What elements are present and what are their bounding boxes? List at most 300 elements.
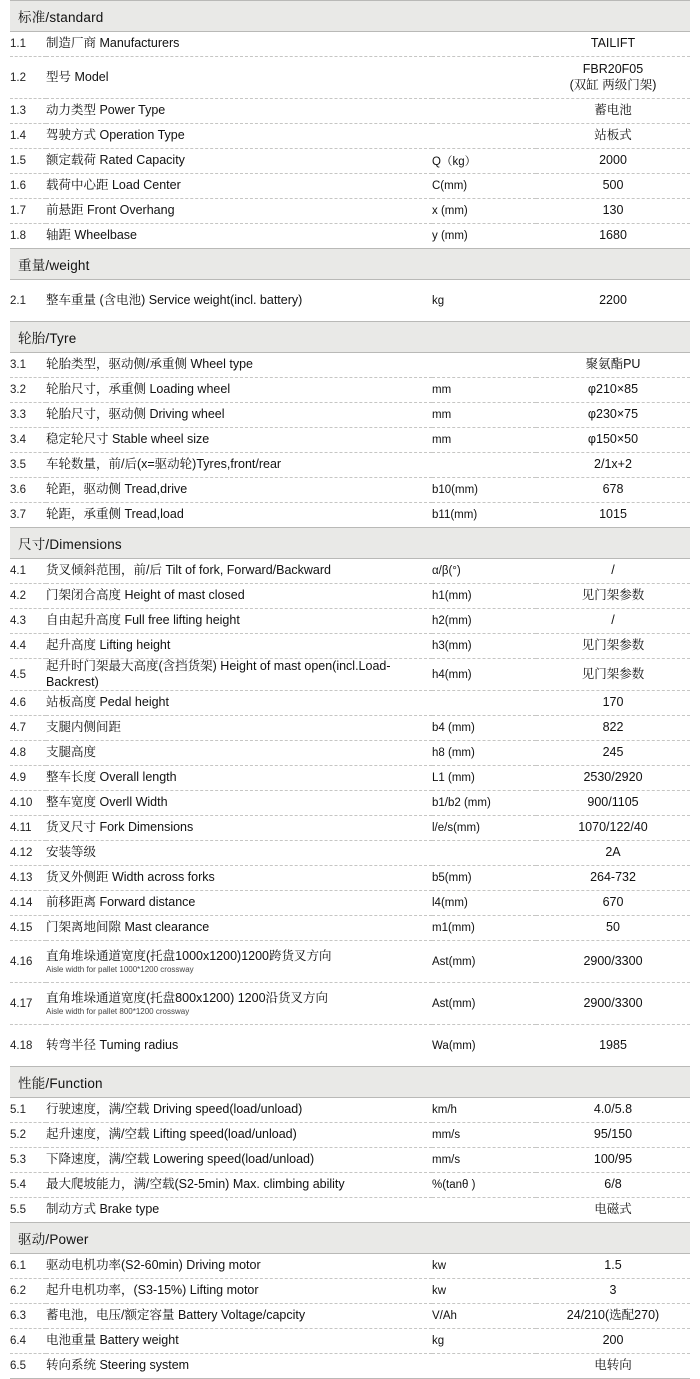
row-value [536,378,690,403]
row-unit: b1/b2 (mm) [432,791,536,816]
row-label-text: 转向系统 Steering system [46,1358,190,1373]
table-row [10,124,690,149]
row-value [536,149,690,174]
row-value-text: 900/1105 [587,795,639,810]
row-unit [432,1198,536,1223]
row-label-text: 动力类型 Power Type [46,103,166,118]
row-value [536,453,690,478]
row-value-text: 245 [602,745,624,760]
row-label-text: 自由起升高度 Full free lifting height [46,613,240,628]
table-row [10,559,690,584]
row-value-text: 170 [602,695,624,710]
table-row [10,1123,690,1148]
row-unit [432,691,536,716]
row-label [46,1173,432,1198]
table-row [10,1148,690,1173]
row-label-text: 货叉尺寸 Fork Dimensions [46,820,194,835]
table-row [10,1254,690,1279]
row-unit: kw [432,1279,536,1304]
row-unit: b4 (mm) [432,716,536,741]
section-title: 重量/weight [10,249,690,280]
row-label [46,149,432,174]
section-title: 尺寸/Dimensions [10,528,690,559]
row-value-text: 见门架参数 [581,666,645,681]
table-row [10,428,690,453]
row-value [536,57,690,99]
row-unit [432,57,536,99]
table-row [10,741,690,766]
row-number: 1.7 [10,199,46,224]
row-value-text: 50 [606,920,620,935]
table-row [10,57,690,99]
row-value-text: 4.0/5.8 [593,1102,633,1117]
row-label [46,841,432,866]
row-label-text: 起升高度 Lifting height [46,638,171,653]
row-label-text: 稳定轮尺寸 Stable wheel size [46,432,210,447]
row-label [46,1148,432,1173]
table-row [10,691,690,716]
row-label-text: 载荷中心距 Load Center [46,178,181,193]
row-value-text: 2900/3300 [583,953,643,968]
row-value [536,1254,690,1279]
row-value [536,891,690,916]
row-label [46,891,432,916]
row-number: 3.6 [10,478,46,503]
table-row [10,891,690,916]
row-value [536,199,690,224]
table-row [10,174,690,199]
table-row [10,378,690,403]
row-label [46,1098,432,1123]
row-label-text: 货叉倾斜范围，前/后 Tilt of fork, Forward/Backward [46,563,331,578]
table-row [10,916,690,941]
section-header [10,1067,690,1098]
row-value-text: 1015 [599,507,627,522]
row-label-text: 车轮数量，前/后(x=驱动轮)Tyres,front/rear [46,457,282,472]
row-value [536,478,690,503]
row-value [536,403,690,428]
row-label-text: 轮胎尺寸，驱动侧 Driving wheel [46,407,225,422]
row-value [536,1304,690,1329]
row-value [536,353,690,378]
row-value-text: 2/1x+2 [594,457,632,472]
row-value-text: 95/150 [593,1127,633,1142]
row-number: 5.2 [10,1123,46,1148]
row-value [536,280,690,322]
row-unit: h3(mm) [432,634,536,659]
table-row [10,716,690,741]
row-unit [432,353,536,378]
row-label [46,32,432,57]
row-number: 4.2 [10,584,46,609]
row-unit: y (mm) [432,224,536,249]
row-unit: b10(mm) [432,478,536,503]
row-value-text: TAILIFT [590,36,636,51]
row-number: 4.12 [10,841,46,866]
row-number: 1.4 [10,124,46,149]
row-unit: mm/s [432,1123,536,1148]
table-row [10,280,690,322]
row-value [536,866,690,891]
row-value [536,691,690,716]
row-label [46,57,432,99]
row-unit: l/e/s(mm) [432,816,536,841]
row-number: 4.16 [10,941,46,983]
section-header [10,249,690,280]
row-number: 4.17 [10,983,46,1025]
row-label-text: 电池重量 Battery weight [46,1333,179,1348]
row-unit: mm [432,378,536,403]
row-label [46,766,432,791]
row-number: 4.15 [10,916,46,941]
row-value [536,916,690,941]
row-unit [432,32,536,57]
row-unit [432,99,536,124]
row-value-text: 蓄电池 [594,103,632,118]
row-unit [432,124,536,149]
row-label [46,716,432,741]
row-label-text: 下降速度，满/空载 Lowering speed(load/unload) [46,1152,315,1167]
row-unit: mm/s [432,1148,536,1173]
row-label [46,741,432,766]
row-label-text: 直角堆垛通道宽度(托盘1000x1200)1200跨货叉方向 [46,948,332,963]
row-value [536,1354,690,1379]
row-label [46,559,432,584]
row-unit: x (mm) [432,199,536,224]
table-row [10,453,690,478]
row-value [536,1123,690,1148]
row-number: 1.8 [10,224,46,249]
specification-table [10,0,690,1379]
row-number: 4.8 [10,741,46,766]
table-row [10,584,690,609]
row-number: 5.4 [10,1173,46,1198]
section-header [10,1223,690,1254]
row-unit: C(mm) [432,174,536,199]
row-unit: V/Ah [432,1304,536,1329]
row-label-text: 最大爬坡能力，满/空载(S2-5min) Max. climbing ability [46,1177,345,1192]
row-value-text: 670 [602,895,624,910]
row-label-text: 起升速度，满/空载 Lifting speed(load/unload) [46,1127,297,1142]
row-label [46,1025,432,1067]
row-label [46,866,432,891]
row-unit: %(tanθ ) [432,1173,536,1198]
row-label-text: 驾驶方式 Operation Type [46,128,185,143]
row-number: 5.1 [10,1098,46,1123]
row-number: 3.1 [10,353,46,378]
row-value-text: 1070/122/40 [578,820,648,835]
row-value [536,174,690,199]
row-value-text: 2200 [599,292,627,307]
row-value-text: φ150×50 [587,432,639,447]
row-number: 3.4 [10,428,46,453]
row-label [46,174,432,199]
row-value-text: 2530/2920 [583,770,643,785]
row-number: 1.6 [10,174,46,199]
row-value-text: 100/95 [593,1152,633,1167]
row-number: 4.5 [10,659,46,691]
row-unit: km/h [432,1098,536,1123]
row-label-text: 额定载荷 Rated Capacity [46,153,185,168]
row-label [46,99,432,124]
row-label [46,124,432,149]
table-row [10,403,690,428]
row-label-text: 安装等级 [46,845,97,860]
row-number: 1.1 [10,32,46,57]
row-value-text: 678 [602,482,624,497]
row-value [536,1173,690,1198]
row-value-text: 6/8 [604,1177,622,1192]
section-header [10,528,690,559]
row-value [536,659,690,691]
row-label [46,280,432,322]
table-row [10,503,690,528]
row-unit [432,1354,536,1379]
table-row [10,1098,690,1123]
row-number: 4.14 [10,891,46,916]
row-value-text: 2A [605,845,621,860]
row-value [536,816,690,841]
row-value [536,503,690,528]
row-label-text: 货叉外侧距 Width across forks [46,870,215,885]
row-value-text: 2900/3300 [583,995,643,1010]
row-label [46,478,432,503]
row-unit: l4(mm) [432,891,536,916]
row-value-text: 电磁式 [594,1202,632,1217]
table-row [10,766,690,791]
row-label [46,659,432,691]
row-label [46,1279,432,1304]
row-label-text: 支腿内侧间距 [46,720,122,735]
row-number: 5.3 [10,1148,46,1173]
row-value-text: 24/210(选配270) [566,1308,660,1323]
row-label-text: 型号 Model [46,69,109,84]
row-label [46,453,432,478]
row-value [536,766,690,791]
row-value-text: 站板式 [594,128,632,143]
table-row [10,659,690,691]
table-row [10,353,690,378]
row-label [46,983,432,1025]
row-value [536,1025,690,1067]
table-row [10,1025,690,1067]
table-body [10,1,690,1379]
row-number: 6.1 [10,1254,46,1279]
row-label [46,1354,432,1379]
row-unit [432,841,536,866]
row-label-text: 轴距 Wheelbase [46,228,138,243]
row-value-text: φ210×85 [587,382,639,397]
row-label-text: 整车重量 (含电池) Service weight(incl. battery) [46,292,303,307]
row-unit: m1(mm) [432,916,536,941]
row-value-text: 见门架参数 [581,588,645,603]
row-label-text: 前悬距 Front Overhang [46,203,175,218]
table-row [10,634,690,659]
row-label [46,428,432,453]
row-number: 6.5 [10,1354,46,1379]
row-value [536,791,690,816]
row-value [536,609,690,634]
row-label [46,1329,432,1354]
row-label [46,503,432,528]
row-label-text: 前移距离 Forward distance [46,895,196,910]
table-row [10,866,690,891]
row-unit: kg [432,280,536,322]
row-value [536,224,690,249]
row-value-text: 见门架参数 [581,638,645,653]
section-header [10,322,690,353]
table-row [10,199,690,224]
row-label-text: 制动方式 Brake type [46,1202,160,1217]
row-label-text: 门架闭合高度 Height of mast closed [46,588,245,603]
table-row [10,941,690,983]
row-label-text: 行驶速度，满/空载 Driving speed(load/unload) [46,1102,303,1117]
row-value-text: 130 [602,203,624,218]
row-number: 3.3 [10,403,46,428]
row-unit: Wa(mm) [432,1025,536,1067]
table-row [10,32,690,57]
row-number: 4.3 [10,609,46,634]
row-label [46,224,432,249]
row-label [46,378,432,403]
row-number: 1.5 [10,149,46,174]
row-number: 6.4 [10,1329,46,1354]
row-label-text: 整车长度 Overall length [46,770,177,785]
row-unit [432,453,536,478]
row-number: 4.6 [10,691,46,716]
row-label-sub: Aisle width for pallet 1000*1200 crossway [46,965,194,975]
table-row [10,1198,690,1223]
row-value [536,1279,690,1304]
row-number: 4.9 [10,766,46,791]
table-row [10,1354,690,1379]
table-row [10,1173,690,1198]
table-row [10,1304,690,1329]
row-value-text: 电转向 [594,1358,632,1373]
row-value-text: 聚氨酯PU [585,357,641,372]
row-unit: Ast(mm) [432,941,536,983]
row-value-text: 3 [609,1283,617,1298]
row-number: 4.1 [10,559,46,584]
row-number: 4.10 [10,791,46,816]
row-value-text: φ230×75 [587,407,639,422]
row-label-text: 驱动电机功率(S2-60min) Driving motor [46,1258,261,1273]
row-value [536,941,690,983]
section-title: 标准/standard [10,1,690,32]
section-title: 性能/Function [10,1067,690,1098]
row-unit: h1(mm) [432,584,536,609]
row-unit: mm [432,403,536,428]
row-number: 6.2 [10,1279,46,1304]
row-value [536,634,690,659]
row-label-text: 支腿高度 [46,745,97,760]
row-unit: L1 (mm) [432,766,536,791]
row-number: 4.7 [10,716,46,741]
row-number: 1.2 [10,57,46,99]
table-row [10,478,690,503]
row-label [46,691,432,716]
row-label-text: 轮距，驱动侧 Tread,drive [46,482,188,497]
row-value-text: 1.5 [604,1258,622,1273]
row-label-text: 轮胎类型，驱动侧/承重侧 Wheel type [46,357,253,372]
row-value-text: 2000 [599,153,627,168]
row-value [536,584,690,609]
row-unit: mm [432,428,536,453]
section-title: 驱动/Power [10,1223,690,1254]
row-number: 3.7 [10,503,46,528]
row-label [46,816,432,841]
row-label-text: 制造厂商 Manufacturers [46,36,180,51]
row-unit: h8 (mm) [432,741,536,766]
row-label-text: 轮距，承重侧 Tread,load [46,507,184,522]
row-value [536,716,690,741]
row-label-text: 蓄电池，电压/额定容量 Battery Voltage/capcity [46,1308,306,1323]
row-number: 6.3 [10,1304,46,1329]
table-row [10,224,690,249]
row-unit: h2(mm) [432,609,536,634]
row-number: 1.3 [10,99,46,124]
row-label [46,584,432,609]
table-row [10,1329,690,1354]
row-number: 4.4 [10,634,46,659]
row-number: 3.5 [10,453,46,478]
table-row [10,841,690,866]
table-row [10,816,690,841]
section-title: 轮胎/Tyre [10,322,690,353]
row-label [46,403,432,428]
row-label [46,1123,432,1148]
row-value [536,741,690,766]
row-unit: b5(mm) [432,866,536,891]
row-value [536,99,690,124]
row-label-text: 起升电机功率，(S3-15%) Lifting motor [46,1283,259,1298]
row-value [536,124,690,149]
row-number: 2.1 [10,280,46,322]
row-label-sub: Aisle width for pallet 800*1200 crossway [46,1007,190,1017]
row-value-text: / [611,563,615,578]
row-number: 4.18 [10,1025,46,1067]
row-label-text: 轮胎尺寸，承重侧 Loading wheel [46,382,231,397]
row-number: 5.5 [10,1198,46,1223]
row-label-text: 门架离地间隙 Mast clearance [46,920,210,935]
row-value [536,1098,690,1123]
row-unit: Ast(mm) [432,983,536,1025]
row-unit: h4(mm) [432,659,536,691]
row-value [536,983,690,1025]
row-unit: α/β(°) [432,559,536,584]
row-value-text: 1985 [599,1037,627,1052]
row-label-text: 站板高度 Pedal height [46,695,169,710]
row-value-text: FBR20F05 [582,61,644,76]
row-value-text: 200 [602,1333,624,1348]
row-value-text: 500 [602,178,624,193]
row-value-text: 822 [602,720,624,735]
section-header [10,1,690,32]
table-row [10,99,690,124]
row-label [46,1254,432,1279]
row-value-text: / [611,613,615,628]
row-label [46,199,432,224]
row-label [46,1198,432,1223]
row-label-text: 起升时门架最大高度(含挡货架) Height of mast open(incl.Load-Backrest) [46,659,391,689]
row-unit: kg [432,1329,536,1354]
row-label [46,916,432,941]
row-value [536,559,690,584]
table-row [10,609,690,634]
row-label-text: 整车宽度 Overll Width [46,795,168,810]
row-unit: b11(mm) [432,503,536,528]
row-number: 3.2 [10,378,46,403]
